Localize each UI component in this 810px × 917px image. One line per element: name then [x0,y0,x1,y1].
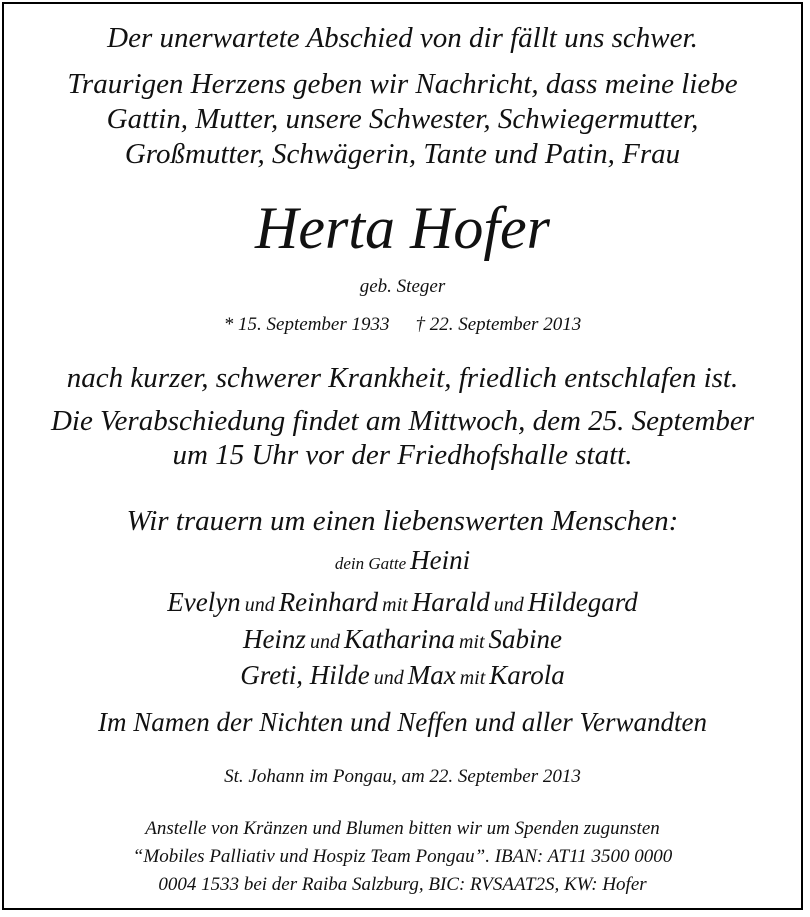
mourner-name: Heinz [242,624,306,654]
mourner-name: Katharina [343,624,455,654]
donation-line-2: “Mobiles Palliativ und Hospiz Team Pongau”. IBAN: AT11 3500 0000 [132,846,673,867]
mourner-relation: dein Gatte [334,554,407,573]
death-date: † 22. September 2013 [415,314,582,335]
death-notice [2,2,803,910]
life-dates [4,315,801,334]
mourner-connector: mit [382,594,408,616]
birth-date: * 15. September 1933 [223,314,390,335]
mourner-row-2 [4,589,801,616]
mourner-connector: mit [458,631,485,653]
mourner-connector: und [493,594,524,616]
mourner-name: Evelyn [167,587,241,617]
relatives-line: Im Namen der Nichten und Neffen und aller Verwandten [98,707,707,737]
mourner-name: Heini [410,545,471,575]
mourner-connector: mit [459,667,486,689]
maiden-name: geb. Steger [359,276,446,297]
mourner-row-1 [4,547,801,574]
donation-line-3: 0004 1533 bei der Raiba Salzburg, BIC: RVSAAT2S, KW: Hofer [158,874,647,895]
mourner-name: Karola [489,660,565,690]
mourner-name: Max [407,660,456,690]
mourner-name: Hildegard [527,587,638,617]
mourner-connector: und [373,667,404,689]
announcement-line-1: Traurigen Herzens geben wir Nachricht, dass meine liebe [67,68,738,100]
mourner-name: Sabine [488,624,563,654]
mourner-connector: und [244,594,275,616]
farewell-line-1: Die Verabschiedung findet am Mittwoch, dem 25. September [50,405,755,437]
mourner-name: Greti, Hilde [240,660,370,690]
deceased-name: Herta Hofer [255,195,550,261]
passing-line: nach kurzer, schwerer Krankheit, friedlich entschlafen ist. [66,362,739,394]
opening-line: Der unerwartete Abschied von dir fällt uns schwer. [107,22,698,54]
mourner-name: Reinhard [278,587,379,617]
announcement-line-2: Gattin, Mutter, unsere Schwester, Schwiegermutter, [106,103,699,135]
mourner-row-4 [4,662,801,689]
mourners-intro: Wir trauern um einen liebenswerten Menschen: [126,505,679,537]
donation-line-1: Anstelle von Kränzen und Blumen bitten wir um Spenden zugunsten [145,818,660,839]
place-date: St. Johann im Pongau, am 22. September 2013 [224,766,581,787]
mourner-row-3 [4,626,801,653]
announcement-line-3: Großmutter, Schwägerin, Tante und Patin, Frau [124,138,681,170]
mourner-name: Harald [411,587,490,617]
farewell-line-2: um 15 Uhr vor der Friedhofshalle statt. [172,439,633,471]
mourner-connector: und [309,631,340,653]
